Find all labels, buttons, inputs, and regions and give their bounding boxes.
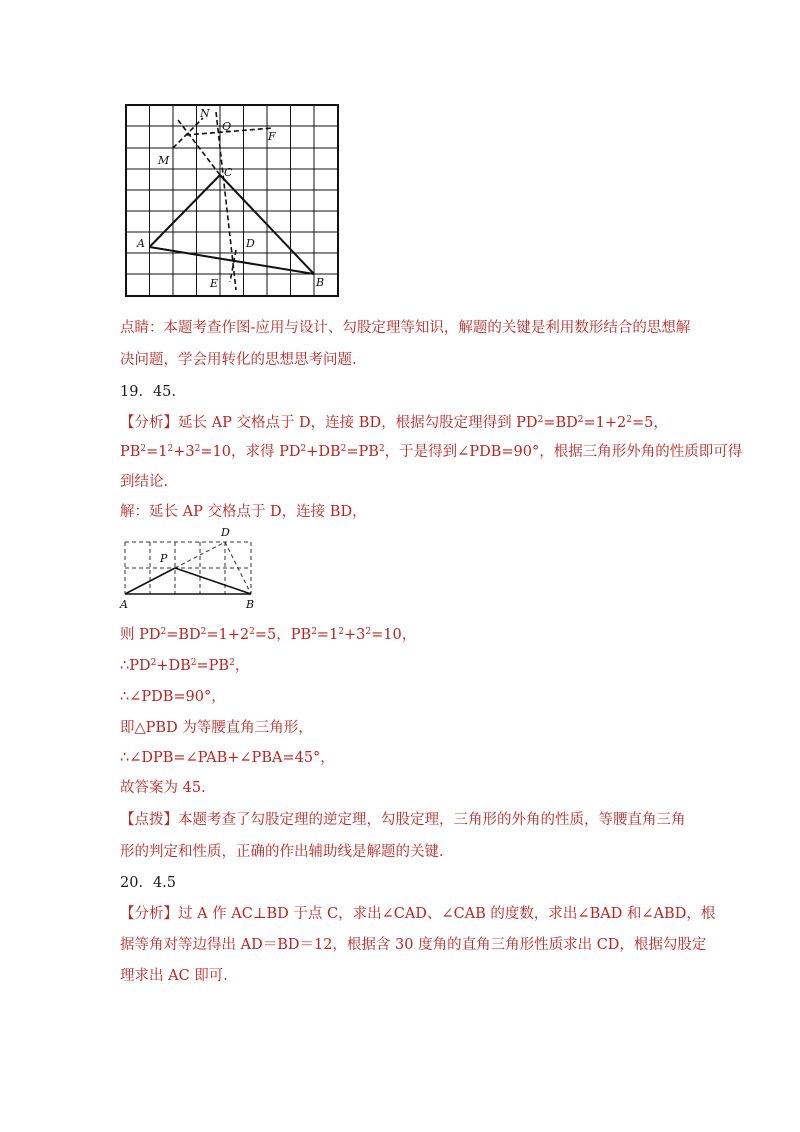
label-c: C: [224, 166, 233, 179]
q20-analysis-line-1: 【分析】过 A 作 AC⊥BD 于点 C，求出∠CAD、∠CAB 的度数，求出∠BAD 和∠ABD，根: [120, 906, 716, 922]
label-p: P: [160, 552, 168, 565]
dianjing-line-2: 决问题，学会用转化的思想思考问题.: [120, 352, 357, 368]
q20-analysis-line-3: 理求出 AC 即可.: [120, 968, 228, 984]
q20-answer: 20．4.5: [120, 875, 177, 891]
label-m: M: [158, 154, 170, 167]
q19-step-1: $\therefore PD^2+DB^2=PB^2$，: [120, 658, 250, 674]
q19-step-3: 即△PBD 为等腰直角三角形，: [120, 720, 313, 736]
label-n: N: [200, 107, 210, 120]
grid-figure-1: [118, 100, 348, 300]
q19-step-then: 则 $PD^2=BD^2=1+2^2=5$，$PB^2=1^2+3^2=10$，: [120, 627, 417, 643]
q19-solution-intro: 解：延长 AP 交格点于 D，连接 BD，: [120, 504, 367, 520]
label-a: A: [137, 237, 145, 250]
label-d: D: [246, 237, 255, 250]
label-q: Q: [222, 120, 232, 133]
dianjing-line-1: 点睛：本题考查作图-应用与设计、勾股定理等知识，解题的关键是利用数形结合的思想解: [120, 320, 691, 336]
q19-dianbo-line-2: 形的判定和性质，正确的作出辅助线是解题的关键.: [120, 844, 444, 860]
q19-analysis-line-2: $PB^2=1^2+3^2=10$，求得 $PD^2+DB^2=PB^2$，于是得到∠PDB=90°，根据三角形外角的性质即可得: [120, 444, 743, 460]
grid-figure-2: [118, 522, 268, 612]
q19-step-4: ∴∠DPB=∠PAB+∠PBA=45°，: [120, 750, 335, 766]
label-b: B: [316, 276, 325, 289]
q19-analysis-line-3: 到结论.: [120, 474, 169, 490]
q19-conclusion: 故答案为 45.: [120, 780, 206, 796]
q20-analysis-line-2: 据等角对等边得出 AD＝BD＝12，根据含 30 度角的直角三角形性质求出 CD，根据勾股定: [120, 937, 707, 953]
q19-step-2: ∴∠PDB=90°，: [120, 689, 226, 705]
q19-answer: 19．45.: [120, 384, 177, 400]
q19-analysis-line-1: 【分析】延长 AP 交格点于 D，连接 BD，根据勾股定理得到 $PD^2=BD^2=1+2^2=5$，: [120, 415, 668, 431]
label-d-2: D: [221, 526, 230, 539]
label-a-2: A: [120, 598, 128, 611]
label-e: E: [210, 277, 219, 290]
label-b-2: B: [246, 598, 255, 611]
q19-dianbo-line-1: 【点拨】本题考查了勾股定理的逆定理，勾股定理，三角形的外角的性质，等腰直角三角: [120, 812, 686, 828]
label-f: F: [268, 130, 276, 143]
